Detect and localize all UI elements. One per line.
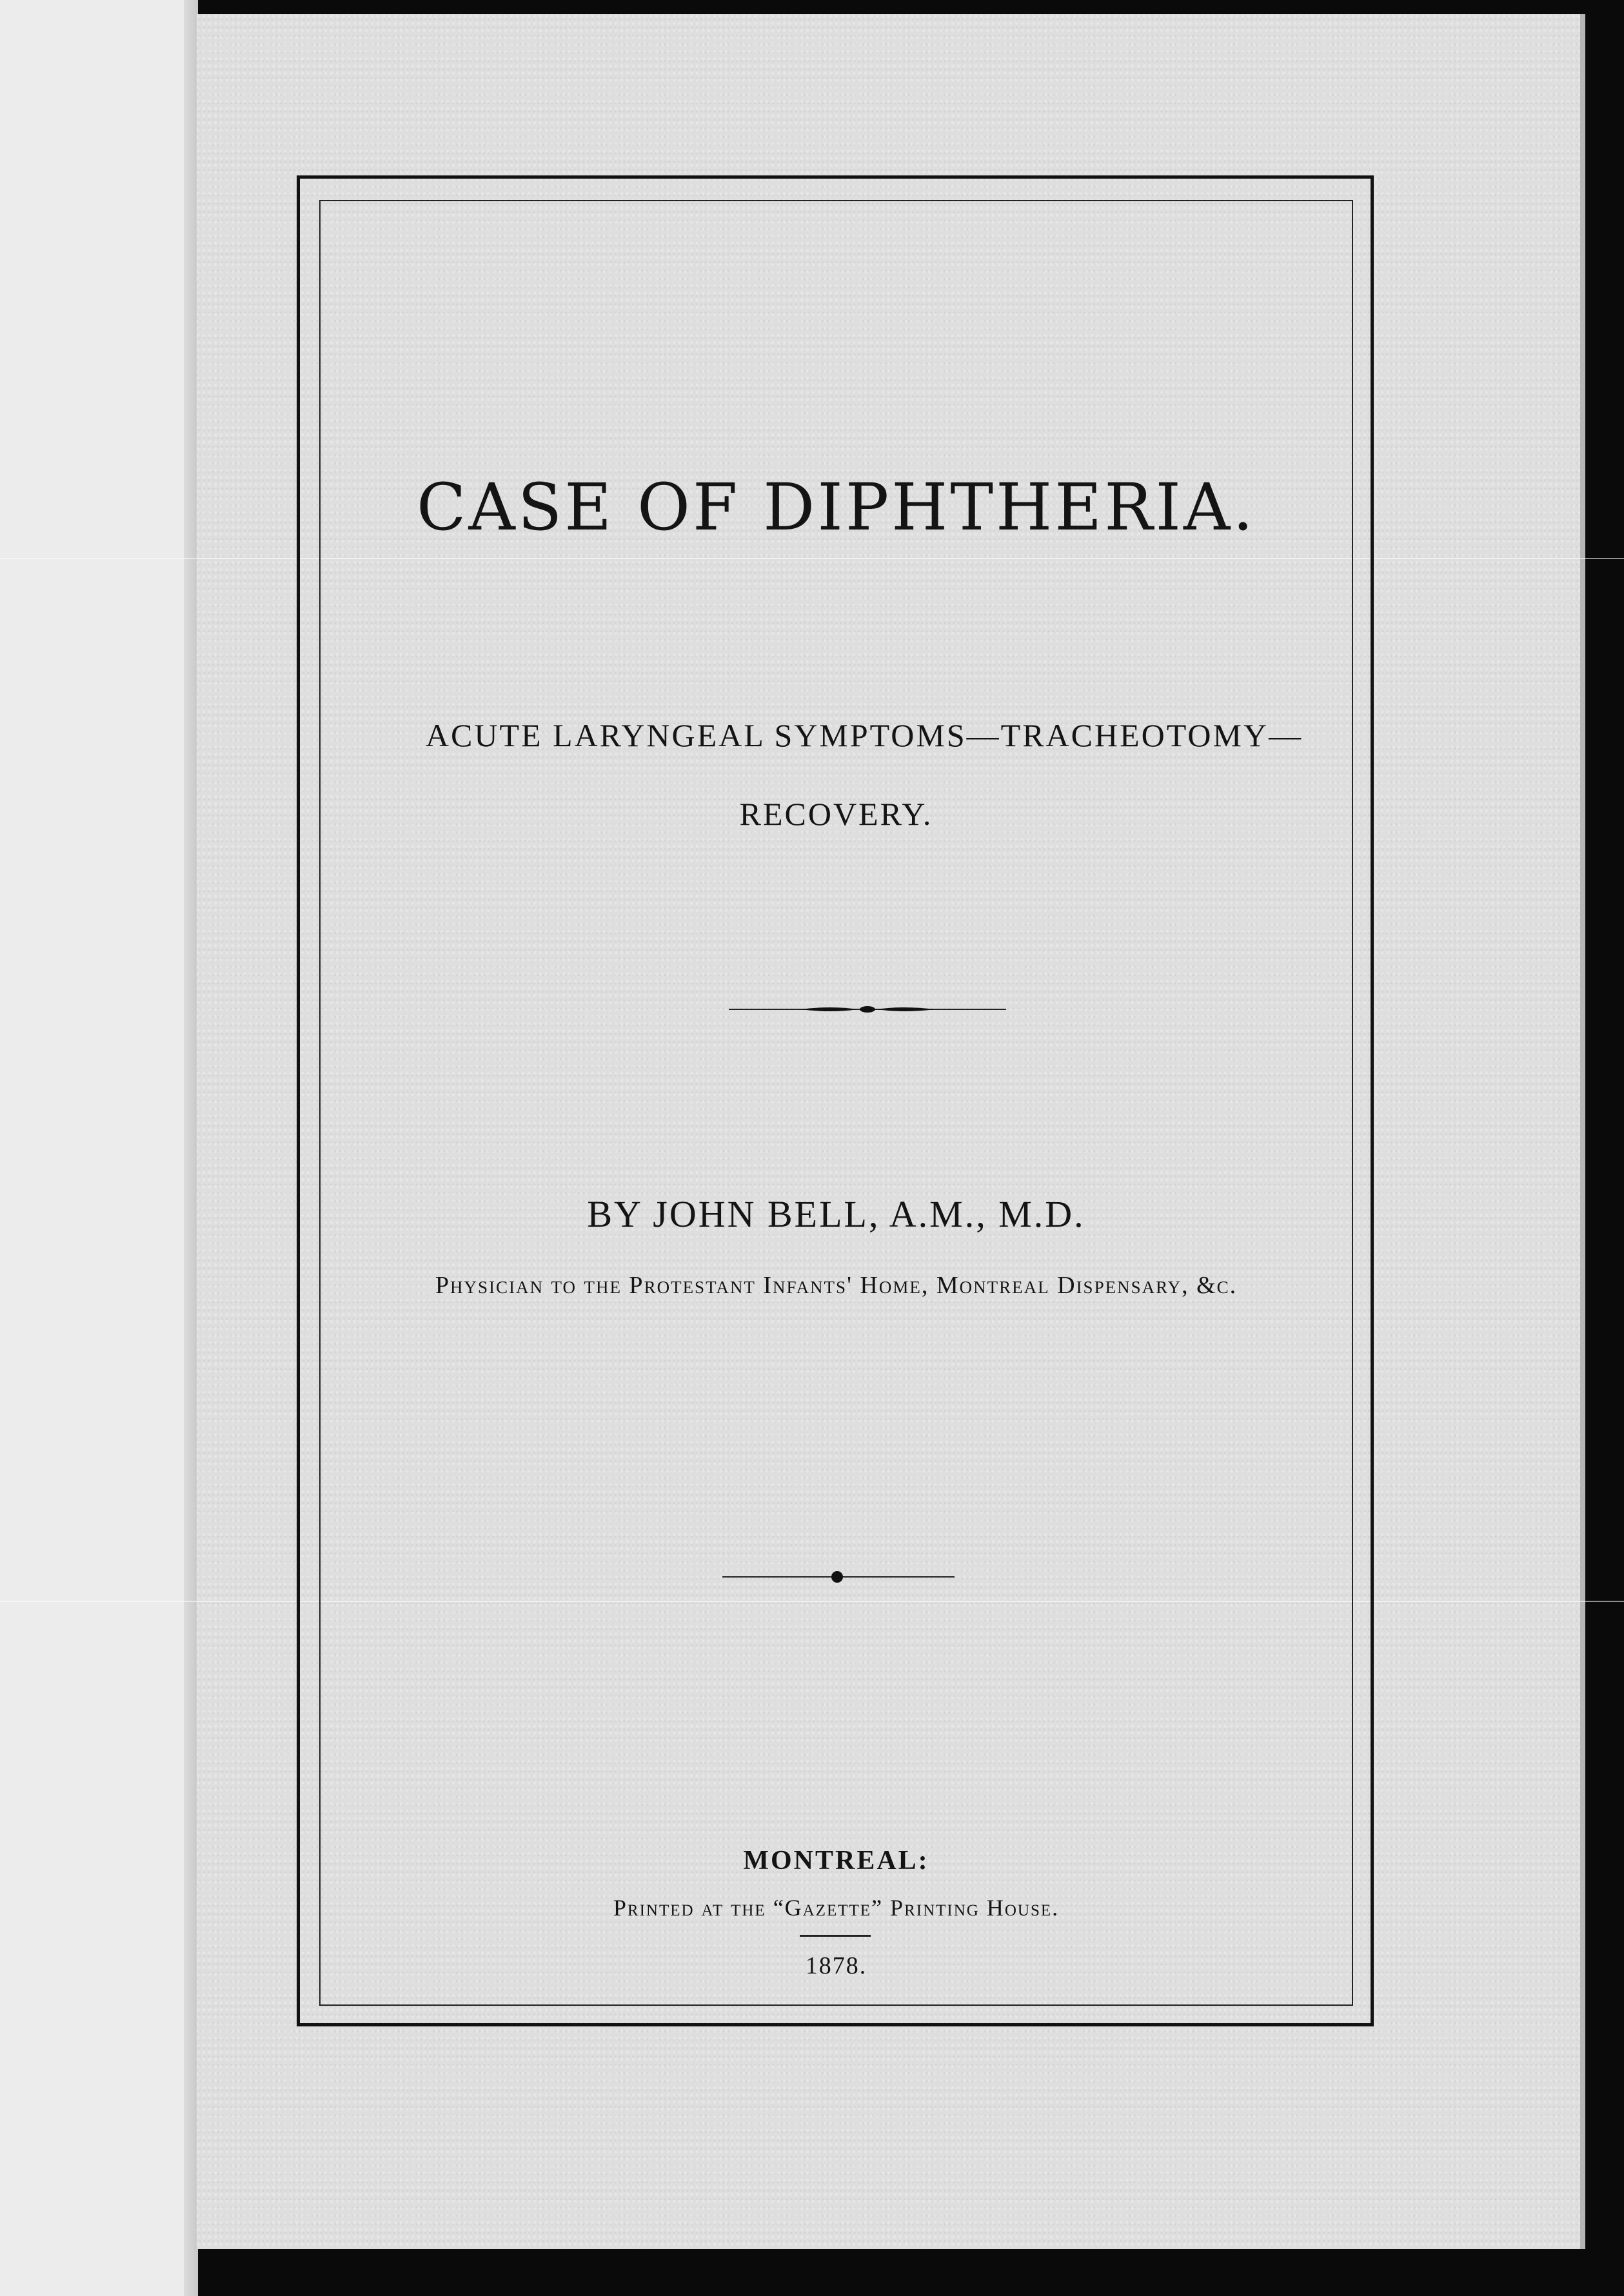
author-line: BY JOHN BELL, A.M., M.D. [587,1193,1085,1235]
dot-rule-ornament [722,1567,955,1587]
imprint-city: MONTREAL: [743,1846,929,1875]
imprint-rule [800,1935,871,1937]
imprint-year: 1878. [805,1952,867,1979]
author-affiliation: Physician to the Protestant Infants' Home, Montreal Dispensary, &c. [435,1272,1238,1299]
imprint-printer: Printed at the “Gazette” Printing House. [613,1895,1060,1921]
page-edge [1580,14,1585,2249]
page-title: CASE OF DIPHTHERIA. [416,470,1256,545]
page-gutter [184,0,198,2296]
scroll-rule-ornament [729,1003,1006,1016]
subtitle-line-1: ACUTE LARYNGEAL SYMPTOMS—TRACHEOTOMY— [425,717,1303,753]
blank-facing-leaf [0,0,197,2296]
subtitle-line-2: RECOVERY. [739,796,933,832]
